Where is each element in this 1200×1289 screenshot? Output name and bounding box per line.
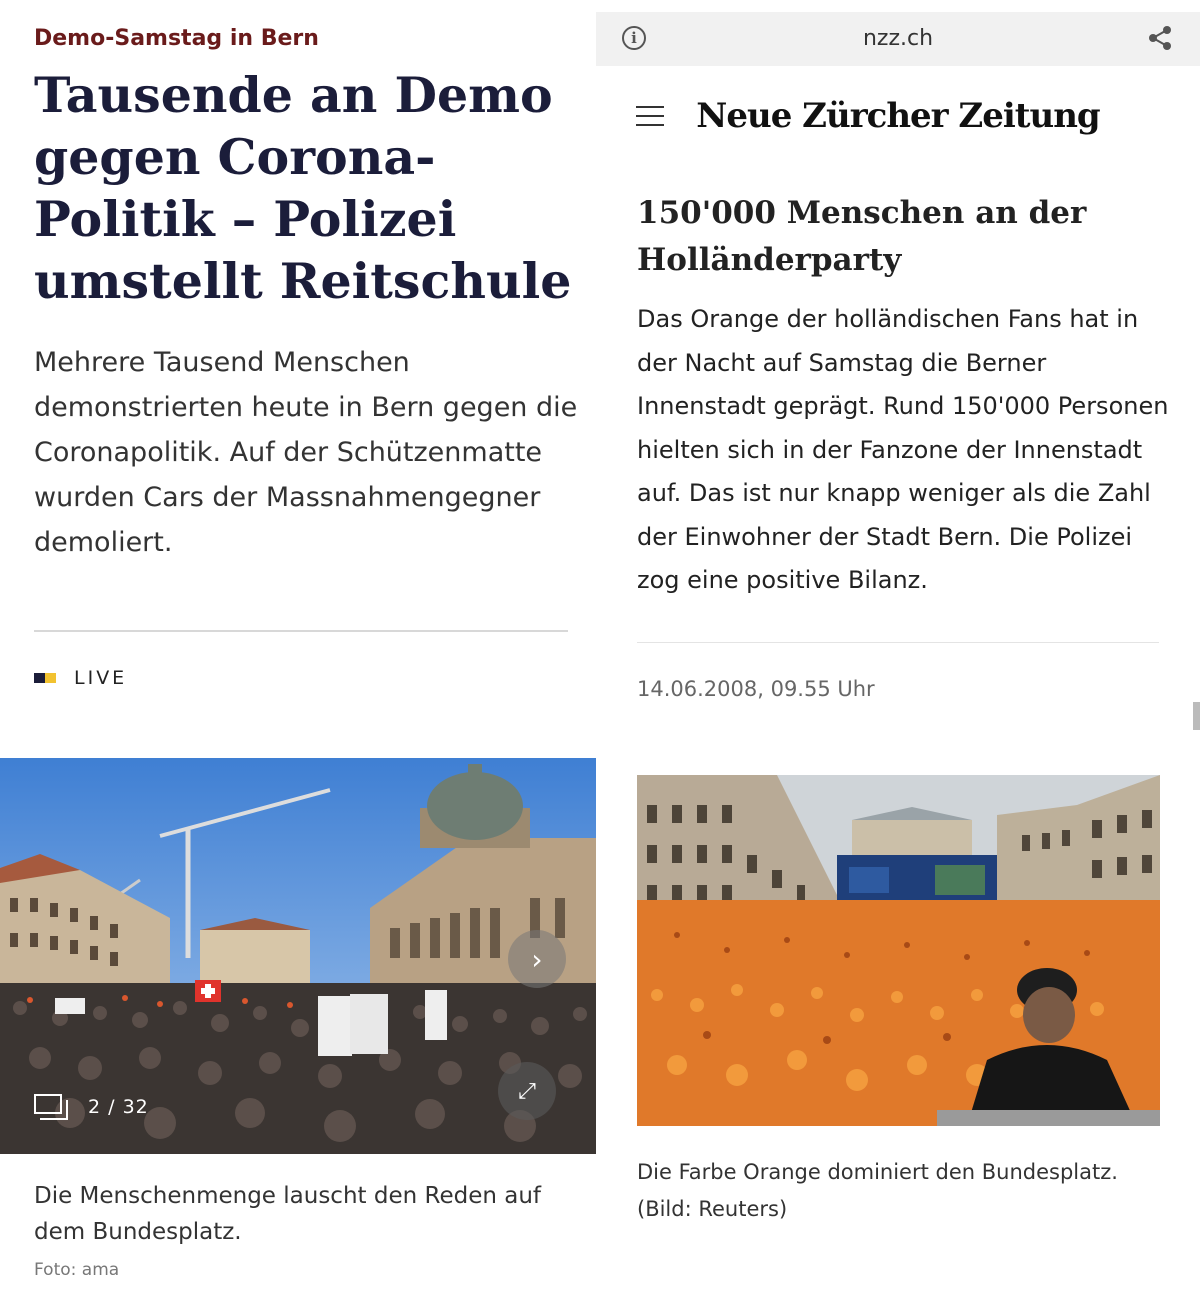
gallery-count: 2 / 32	[88, 1096, 149, 1118]
photo-credit: Foto: ama	[34, 1260, 120, 1280]
right-article-panel	[596, 0, 1200, 1289]
live-label: LIVE	[74, 667, 128, 689]
gallery-counter[interactable]	[34, 1094, 149, 1120]
browser-url-bar[interactable]	[596, 12, 1200, 66]
expand-icon[interactable]: ⤢	[498, 1062, 556, 1120]
photo-caption: Die Menschenmenge lauscht den Reden auf dem Bundesplatz.	[34, 1183, 541, 1245]
fan-party-photo[interactable]	[637, 775, 1160, 1126]
share-icon[interactable]	[1146, 24, 1174, 52]
divider	[34, 630, 568, 632]
article-kicker[interactable]: Demo-Samstag in Bern	[34, 26, 319, 51]
article-date: 14.06.2008, 09.55 Uhr	[637, 677, 875, 701]
live-icon	[34, 673, 56, 683]
article-headline: 150'000 Menschen an der Holländerparty	[637, 195, 1087, 278]
left-article-panel	[0, 0, 596, 1289]
article-lead: Das Orange der holländischen Fans hat in der Nacht auf Samstag die Berner Innenstadt geprägt. Rund 150'000 Personen hielten sich in der Fanzone der Innenstadt auf. Das ist nur knapp weniger als die Zahl der Einwohner der Stadt Bern. Die Polizei zog eine positive Bilanz.	[637, 305, 1169, 594]
article-lead: Mehrere Tausend Menschen demonstrierten heute in Bern gegen die Coronapolitik. Auf der Schützenmatte wurden Cars der Massnahmengegner demoliert.	[34, 347, 578, 558]
photo-caption: Die Farbe Orange dominiert den Bundesplatz. (Bild: Reuters)	[637, 1160, 1118, 1221]
article-headline: Tausende an Demo gegen Corona-Politik – Polizei umstellt Reitschule	[34, 66, 572, 310]
live-indicator	[34, 667, 127, 689]
url-text[interactable]: nzz.ch	[862, 26, 934, 51]
info-icon[interactable]: i	[622, 26, 646, 50]
chevron-right-icon[interactable]: ›	[508, 930, 566, 988]
nzz-logo[interactable]: Neue Zürcher Zeitung	[696, 96, 1100, 136]
divider	[637, 642, 1159, 643]
gallery-icon	[34, 1094, 68, 1120]
scroll-handle[interactable]	[1193, 702, 1200, 730]
